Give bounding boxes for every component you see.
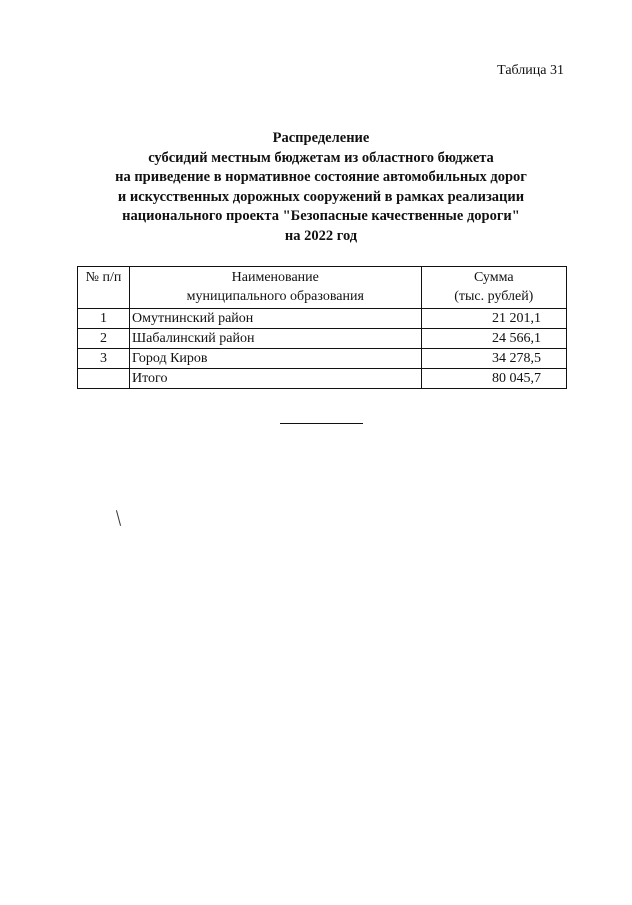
row-num: 2: [78, 329, 130, 349]
row-name: Омутнинский район: [130, 309, 422, 329]
header-name-line1: Наименование: [231, 270, 319, 285]
row-num: 3: [78, 349, 130, 369]
title-line: на приведение в нормативное состояние автомобильных дорог: [115, 169, 527, 186]
row-num: 1: [78, 309, 130, 329]
end-divider: [280, 423, 363, 424]
header-sum: [421, 267, 566, 309]
row-sum: 21 201,1: [421, 309, 566, 329]
header-sum-line1: Сумма: [473, 270, 514, 285]
header-num: № п/п: [78, 267, 130, 309]
table-row: [78, 329, 567, 349]
table-number: Таблица 31: [497, 63, 564, 78]
distribution-table: [77, 266, 567, 389]
row-num: [78, 369, 130, 389]
table-row: [78, 349, 567, 369]
header-sum-line2: (тыс. рублей): [454, 289, 534, 304]
title-line: субсидий местным бюджетам из областного бюджета: [148, 149, 494, 166]
row-name: Город Киров: [130, 349, 422, 369]
table-header-row: [78, 267, 567, 309]
title-line: на 2022 год: [284, 227, 358, 244]
row-name: Итого: [130, 369, 422, 389]
scan-mark: [116, 510, 121, 526]
header-name-line2: муниципального образования: [186, 289, 364, 304]
title-line: национального проекта "Безопасные качественные дороги": [122, 208, 520, 225]
row-sum: 80 045,7: [421, 369, 566, 389]
document-title: [0, 129, 632, 247]
row-sum: 24 566,1: [421, 329, 566, 349]
title-line: Распределение: [272, 130, 370, 146]
row-name: Шабалинский район: [130, 329, 422, 349]
table-row-total: [78, 369, 567, 389]
header-name: [130, 267, 422, 309]
table-row: [78, 309, 567, 329]
title-line: и искусственных дорожных сооружений в рамках реализации: [117, 188, 525, 205]
row-sum: 34 278,5: [421, 349, 566, 369]
